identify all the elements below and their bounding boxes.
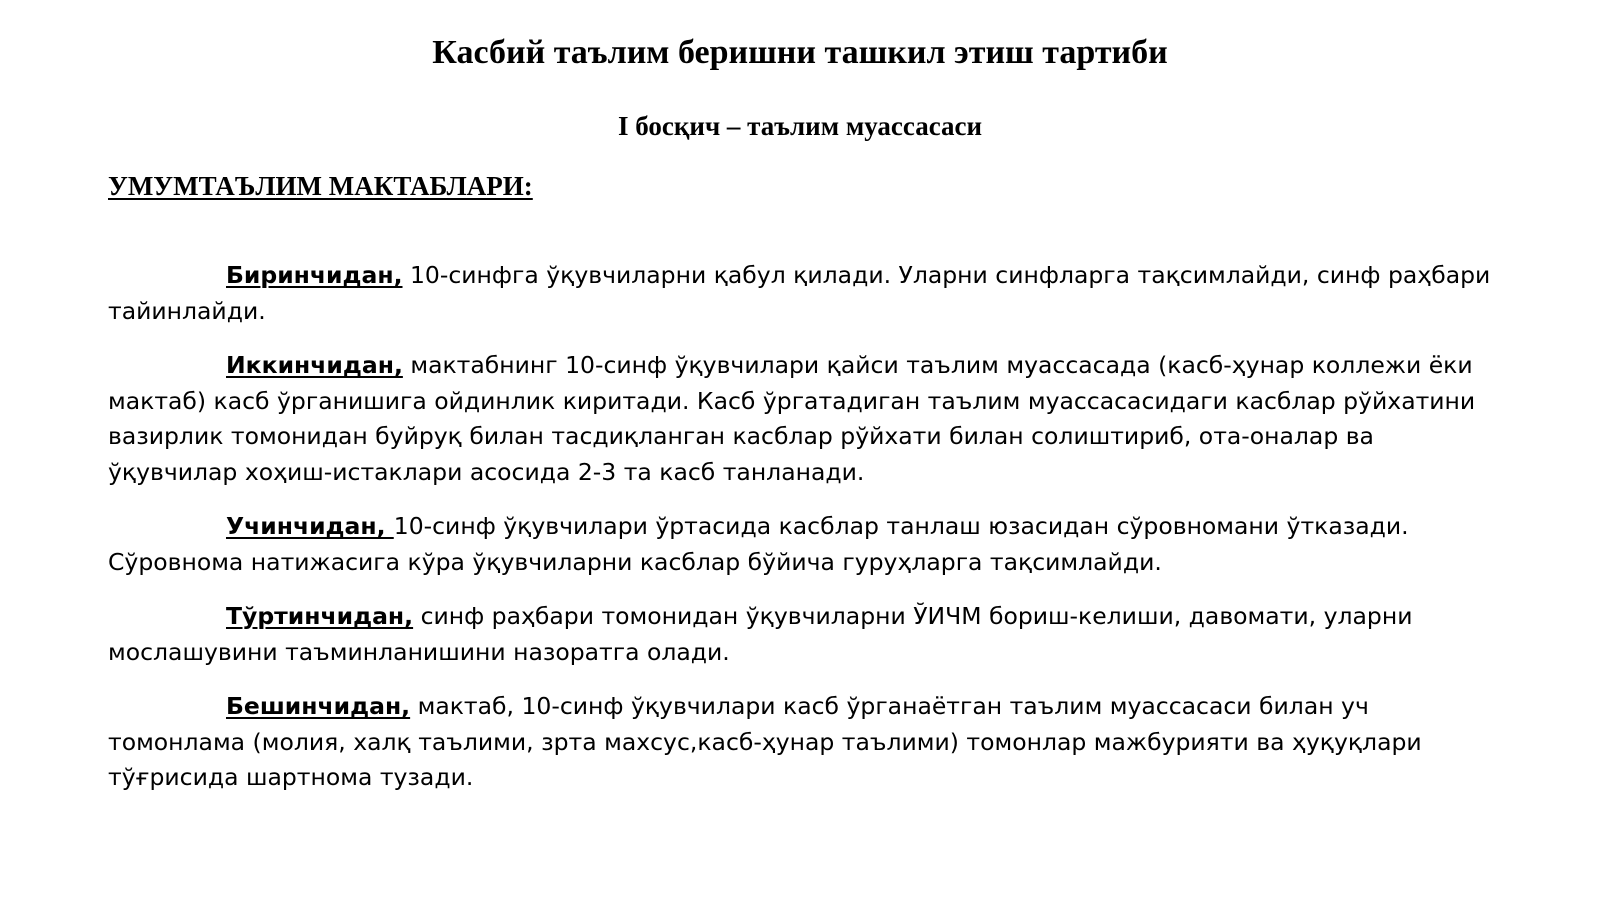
- document-title: Касбий таълим беришни ташкил этиш тартиби: [432, 34, 1168, 71]
- document-subtitle: I босқич – таълим муассасаси: [617, 111, 983, 141]
- paragraph-lead: Иккинчидан,: [226, 351, 403, 379]
- paragraph-text: мактаб, 10-синф ўқувчилари касб ўрганаётган таълим муассасаси билан уч томонлама (молия, халқ таълими, зрта махсус,касб-ҳунар таълими) томонлар мажбурияти ва ҳуқуқлари тўғрисида шартнома тузади.: [108, 692, 1422, 791]
- section-heading: УМУМТАЪЛИМ МАКТАБЛАРИ:: [108, 171, 533, 201]
- paragraph-lead: Учинчидан,: [226, 512, 394, 540]
- document-body: [108, 258, 1508, 815]
- paragraph-lead: Тўртинчидан,: [226, 602, 414, 630]
- paragraph-fourth: [108, 599, 1508, 670]
- paragraph-third: [108, 509, 1508, 580]
- paragraph-lead: Бешинчидан,: [226, 692, 411, 720]
- paragraph-text: синф раҳбари томонидан ўқувчиларни ЎИЧМ бориш-келиши, давомати, уларни мослашувини таъминланишини назоратга олади.: [108, 602, 1413, 666]
- paragraph-text: мактабнинг 10-синф ўқувчилари қайси таълим муассасада (касб-ҳунар коллежи ёки мактаб) касб ўрганишига ойдинлик киритади. Касб ўргатадиган таълим муассасасидаги касблар рўйхатини вазирлик томонидан буйруқ билан тасдиқланган касблар рўйхати билан солиштириб, ота-оналар ва ўқувчилар хоҳиш-истаклари асосида 2-3 та касб танланади.: [108, 351, 1476, 486]
- paragraph-lead: Биринчидан,: [226, 261, 403, 289]
- paragraph-fifth: [108, 689, 1508, 796]
- paragraph-second: [108, 348, 1508, 490]
- paragraph-first: [108, 258, 1508, 329]
- paragraph-text: 10-синф ўқувчилари ўртасида касблар танлаш юзасидан сўровномани ўтказади. Сўровнома натижасига кўра ўқувчиларни касблар бўйича гуруҳларга тақсимлайди.: [108, 512, 1409, 576]
- paragraph-text: 10-синфга ўқувчиларни қабул қилади. Уларни синфларга тақсимлайди, синф раҳбари тайинлайди.: [108, 261, 1491, 325]
